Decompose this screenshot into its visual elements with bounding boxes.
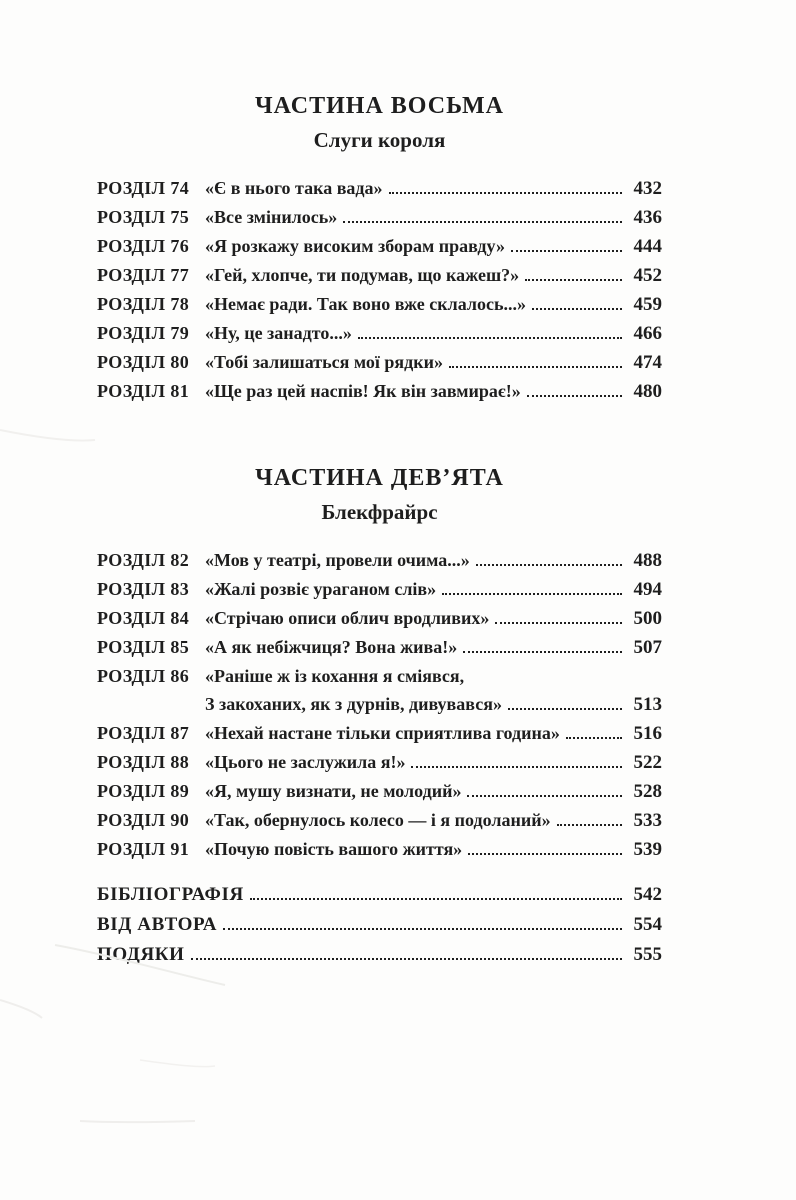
dot-leader (508, 708, 622, 710)
toc-entry (97, 575, 662, 604)
chapter-label: РОЗДІЛ 79 (97, 323, 190, 343)
chapter-title-line: «Ще раз цей наспів! Як він завмирає!» (205, 381, 521, 401)
chapter-label: РОЗДІЛ 85 (97, 637, 190, 657)
toc-entry (97, 604, 662, 633)
chapter-title (205, 348, 662, 377)
dot-leader (411, 766, 622, 768)
chapter-title-last-line (205, 575, 662, 604)
dot-leader (442, 593, 622, 595)
chapter-label: РОЗДІЛ 82 (97, 550, 190, 570)
toc-entry (97, 348, 662, 377)
page-number: 459 (633, 294, 662, 315)
toc-entry (97, 748, 662, 777)
chapter-label: РОЗДІЛ 77 (97, 265, 190, 285)
toc-entry (97, 719, 662, 748)
dot-leader (223, 928, 622, 930)
page-number: 516 (633, 723, 662, 744)
chapter-title-last-line (205, 203, 662, 232)
page-number: 444 (633, 236, 662, 257)
chapter-label: РОЗДІЛ 89 (97, 781, 190, 801)
page-number: 452 (633, 265, 662, 286)
page-number: 522 (633, 752, 662, 773)
chapter-title-line: «Немає ради. Так воно вже склалось...» (205, 294, 527, 314)
chapter-title-last-line (205, 690, 662, 719)
chapter-label: РОЗДІЛ 83 (97, 579, 190, 599)
chapter-title (205, 377, 662, 406)
toc-sections (97, 92, 662, 864)
chapter-title (205, 748, 662, 777)
chapter-title (205, 319, 662, 348)
chapter-title (205, 290, 662, 319)
chapter-title-line: З закоханих, як з дурнів, дивувався» (205, 694, 502, 714)
chapter-title (205, 662, 662, 719)
chapter-title (205, 261, 662, 290)
dot-leader (495, 622, 622, 624)
chapter-title-line: «Цього не заслужила я!» (205, 752, 406, 772)
chapter-title (205, 806, 662, 835)
dot-leader (476, 564, 622, 566)
dot-leader (557, 824, 622, 826)
chapter-title-line: «Стрічаю описи облич вродливих» (205, 608, 490, 628)
toc-entry (97, 777, 662, 806)
chapter-title-line: «Почую повість вашого життя» (205, 839, 463, 859)
back-matter-label: ВІД АВТОРА (97, 914, 218, 935)
chapter-title (205, 546, 662, 575)
chapter-title-line: «Все змінилось» (205, 207, 338, 227)
toc-entry (97, 662, 662, 719)
chapter-title (205, 835, 662, 864)
dot-leader (343, 221, 622, 223)
chapter-title-last-line (205, 348, 662, 377)
toc-entry (97, 633, 662, 662)
chapter-title-line: «Жалі розвіє ураганом слів» (205, 579, 437, 599)
dot-leader (389, 192, 622, 194)
chapter-label: РОЗДІЛ 86 (97, 666, 190, 686)
chapter-title-last-line (205, 719, 662, 748)
page-number: 466 (633, 323, 662, 344)
dot-leader (449, 366, 622, 368)
chapter-title-last-line (205, 748, 662, 777)
toc-entry (97, 546, 662, 575)
chapter-list (97, 174, 662, 406)
chapter-title-line: «Я, мушу визнати, не молодий» (205, 781, 462, 801)
chapter-title-line: «Мов у театрі, провели очима...» (205, 550, 470, 570)
chapter-title (205, 232, 662, 261)
chapter-label: РОЗДІЛ 88 (97, 752, 190, 772)
toc-section (97, 92, 662, 406)
toc-entry (97, 806, 662, 835)
chapter-label: РОЗДІЛ 87 (97, 723, 190, 743)
dot-leader (532, 308, 622, 310)
page-number: 555 (633, 944, 662, 965)
chapter-list (97, 546, 662, 864)
page-number: 554 (633, 914, 662, 935)
page-number: 500 (633, 608, 662, 629)
chapter-label: РОЗДІЛ 84 (97, 608, 190, 628)
part-subtitle: Блекфрайрс (321, 500, 438, 524)
dot-leader (566, 737, 622, 739)
chapter-title (205, 575, 662, 604)
back-matter-item (97, 910, 662, 940)
part-title: ЧАСТИНА ДЕВ’ЯТА (255, 465, 504, 491)
back-matter-item (97, 880, 662, 910)
part-title: ЧАСТИНА ВОСЬМА (255, 93, 504, 119)
chapter-title-last-line (205, 777, 662, 806)
chapter-title-last-line (205, 806, 662, 835)
chapter-title-last-line (205, 290, 662, 319)
chapter-label: РОЗДІЛ 81 (97, 381, 190, 401)
chapter-title-line: «Нехай настане тільки сприятлива година» (205, 723, 560, 743)
chapter-title-last-line (205, 604, 662, 633)
chapter-label: РОЗДІЛ 75 (97, 207, 190, 227)
back-matter-label: БІБЛІОГРАФІЯ (97, 884, 244, 905)
chapter-title (205, 777, 662, 806)
toc-entry (97, 377, 662, 406)
part-subtitle: Слуги короля (313, 128, 446, 152)
dot-leader (527, 395, 622, 397)
chapter-title-line: «Є в нього така вада» (205, 178, 383, 198)
page-number: 480 (633, 381, 662, 402)
dot-leader (511, 250, 622, 252)
dot-leader (191, 958, 622, 960)
page-number: 488 (633, 550, 662, 571)
dot-leader (358, 337, 622, 339)
chapter-title (205, 203, 662, 232)
dot-leader (468, 853, 622, 855)
chapter-title-last-line (205, 546, 662, 575)
dot-leader (463, 651, 622, 653)
toc-entry (97, 319, 662, 348)
chapter-title-last-line (205, 319, 662, 348)
toc-entry (97, 174, 662, 203)
chapter-title-last-line (205, 232, 662, 261)
chapter-title-last-line (205, 261, 662, 290)
page-number: 436 (633, 207, 662, 228)
chapter-title (205, 604, 662, 633)
page-number: 542 (633, 884, 662, 905)
chapter-title-line: «Тобі залишаться мої рядки» (205, 352, 443, 372)
page-number: 528 (633, 781, 662, 802)
back-matter-label: ПОДЯКИ (97, 944, 185, 965)
dot-leader (467, 795, 622, 797)
chapter-title-line: «Раніше ж із кохання я сміявся, (205, 666, 465, 686)
chapter-title-last-line (205, 633, 662, 662)
chapter-title-last-line (205, 377, 662, 406)
chapter-label: РОЗДІЛ 90 (97, 810, 190, 830)
chapter-title (205, 174, 662, 203)
chapter-title-line: «Я розкажу високим зборам правду» (205, 236, 505, 256)
page-number: 533 (633, 810, 662, 831)
page-number: 474 (633, 352, 662, 373)
chapter-title-last-line (205, 174, 662, 203)
dot-leader (250, 898, 622, 900)
toc-entry (97, 290, 662, 319)
chapter-title-last-line (205, 835, 662, 864)
chapter-title-line: «Гей, хлопче, ти подумав, що кажеш?» (205, 265, 520, 285)
page-number: 432 (633, 178, 662, 199)
toc-entry (97, 203, 662, 232)
page-number: 494 (633, 579, 662, 600)
chapter-label: РОЗДІЛ 91 (97, 839, 190, 859)
toc-entry (97, 261, 662, 290)
chapter-label: РОЗДІЛ 74 (97, 178, 190, 198)
dot-leader (525, 279, 622, 281)
page-number: 507 (633, 637, 662, 658)
back-matter-item (97, 940, 662, 970)
chapter-label: РОЗДІЛ 78 (97, 294, 190, 314)
chapter-label: РОЗДІЛ 76 (97, 236, 190, 256)
toc-entry (97, 835, 662, 864)
chapter-title (205, 719, 662, 748)
toc-entry (97, 232, 662, 261)
toc-section (97, 464, 662, 864)
page-number: 539 (633, 839, 662, 860)
back-matter-list (97, 880, 662, 970)
chapter-title (205, 633, 662, 662)
chapter-label: РОЗДІЛ 80 (97, 352, 190, 372)
chapter-title-line: «Так, обернулось колесо — і я подоланий» (205, 810, 551, 830)
page-number: 513 (633, 694, 662, 715)
chapter-title-line: «А як небіжчиця? Вона жива!» (205, 637, 458, 657)
chapter-title-line: «Ну, це занадто...» (205, 323, 352, 343)
